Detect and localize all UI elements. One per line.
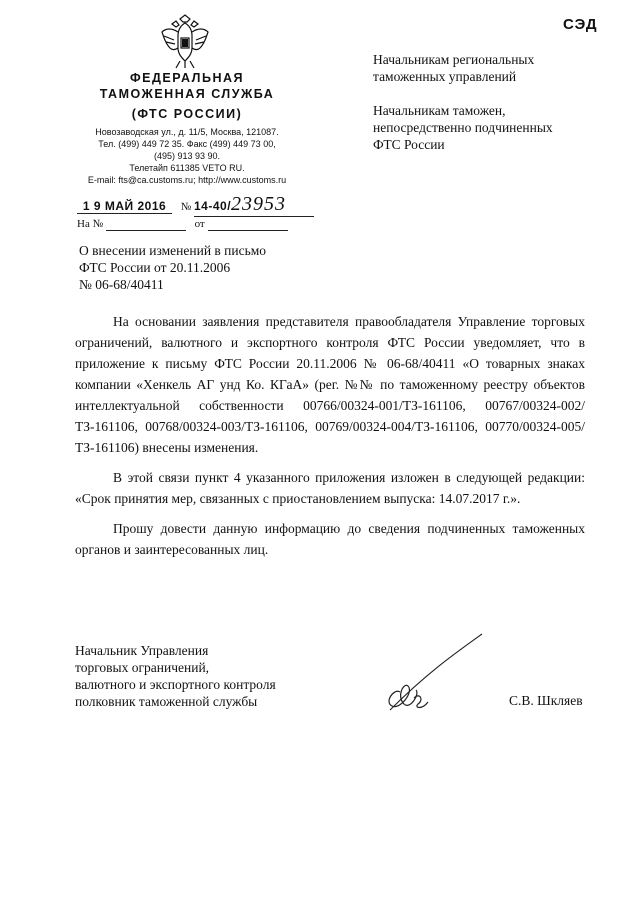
letter-body xyxy=(75,311,585,560)
address-line-4: Телетайп 611385 VETO RU. xyxy=(129,163,245,173)
letter-subject xyxy=(79,242,266,293)
signer-name: С.В. Шкляев xyxy=(509,693,583,708)
handwritten-signature xyxy=(370,630,490,720)
signatory-line: валютного и экспортного контроля xyxy=(75,677,276,692)
signatory-line: Начальник Управления xyxy=(75,643,209,658)
recipient-line: непосредственно подчиненных xyxy=(373,120,553,135)
body-paragraph-1: На основании заявления представителя правообладателя Управление торговых ограничений, валютного и экспортного контроля ФТС России уведомляет, что в приложение к письму ФТС России 20.11.2006 № 06-68/40411 «О товарных знаках компании «Хенкель АГ унд Ко. КГаА» (рег. №№ по таможенному реестру объектов интеллектуальной собственности 00766/00324-001/ТЗ-161106, 00767/00324-002/ТЗ-161106, 00768/00324-003/ТЗ-161106, 00769/00324-004/ТЗ-161106, 00770/00324-005/ТЗ-161106) внесены изменения. xyxy=(75,314,585,455)
on-number-label: На № xyxy=(77,218,104,230)
org-line-3: (ФТС РОССИИ) xyxy=(131,107,243,121)
recipient-line: Начальникам региональных xyxy=(373,52,535,67)
subject-line: О внесении изменений в письмо xyxy=(79,243,267,258)
address-line-1: Новозаводская ул., д. 11/5, Москва, 121087. xyxy=(95,127,279,137)
registration-row xyxy=(77,193,314,217)
address-line-3: (495) 913 93 90. xyxy=(153,151,221,161)
signatory-line: торговых ограничений, xyxy=(75,660,210,675)
organization-name xyxy=(72,70,302,122)
org-line-1: ФЕДЕРАЛЬНАЯ xyxy=(130,71,244,85)
number-prefix: 14-40/ xyxy=(194,199,232,213)
org-address xyxy=(72,126,302,186)
date-field xyxy=(77,199,172,214)
address-line-5: E-mail: fts@ca.customs.ru; http://www.customs.ru xyxy=(87,175,287,185)
subject-line: ФТС России от 20.11.2006 xyxy=(79,260,231,275)
from-label: от xyxy=(194,218,205,230)
handwritten-number: 23953 xyxy=(231,193,287,215)
number-field xyxy=(194,193,314,217)
recipients-group-2 xyxy=(373,102,613,153)
org-line-2: ТАМОЖЕННАЯ СЛУЖБА xyxy=(99,87,275,101)
signatory-line: полковник таможенной службы xyxy=(75,694,258,709)
body-paragraph-3: Прошу довести данную информацию до сведения подчиненных таможенных органов и заинтересованных лиц. xyxy=(75,521,585,557)
recipients-group-1 xyxy=(373,51,613,85)
address-line-2: Тел. (499) 449 72 35. Факс (499) 449 73 00, xyxy=(98,139,276,149)
signature-block xyxy=(75,642,276,710)
on-number-field xyxy=(106,218,186,231)
subject-line: № 06-68/40411 xyxy=(79,277,164,292)
sed-mark: СЭД xyxy=(563,16,598,33)
recipient-line: ФТС России xyxy=(373,137,445,152)
reference-row xyxy=(77,218,288,231)
from-date-field xyxy=(208,218,288,231)
number-label: № xyxy=(180,201,192,213)
recipient-line: Начальникам таможен, xyxy=(373,103,506,118)
recipient-line: таможенных управлений xyxy=(373,69,517,84)
body-paragraph-2: В этой связи пункт 4 указанного приложения изложен в следующей редакции: «Срок принятия мер, связанных с приостановлением выпуска: 14.07.2017 г.». xyxy=(75,470,585,506)
coat-of-arms-emblem xyxy=(160,14,210,70)
date-stamp: 1 9 МАЙ 2016 xyxy=(82,199,167,213)
